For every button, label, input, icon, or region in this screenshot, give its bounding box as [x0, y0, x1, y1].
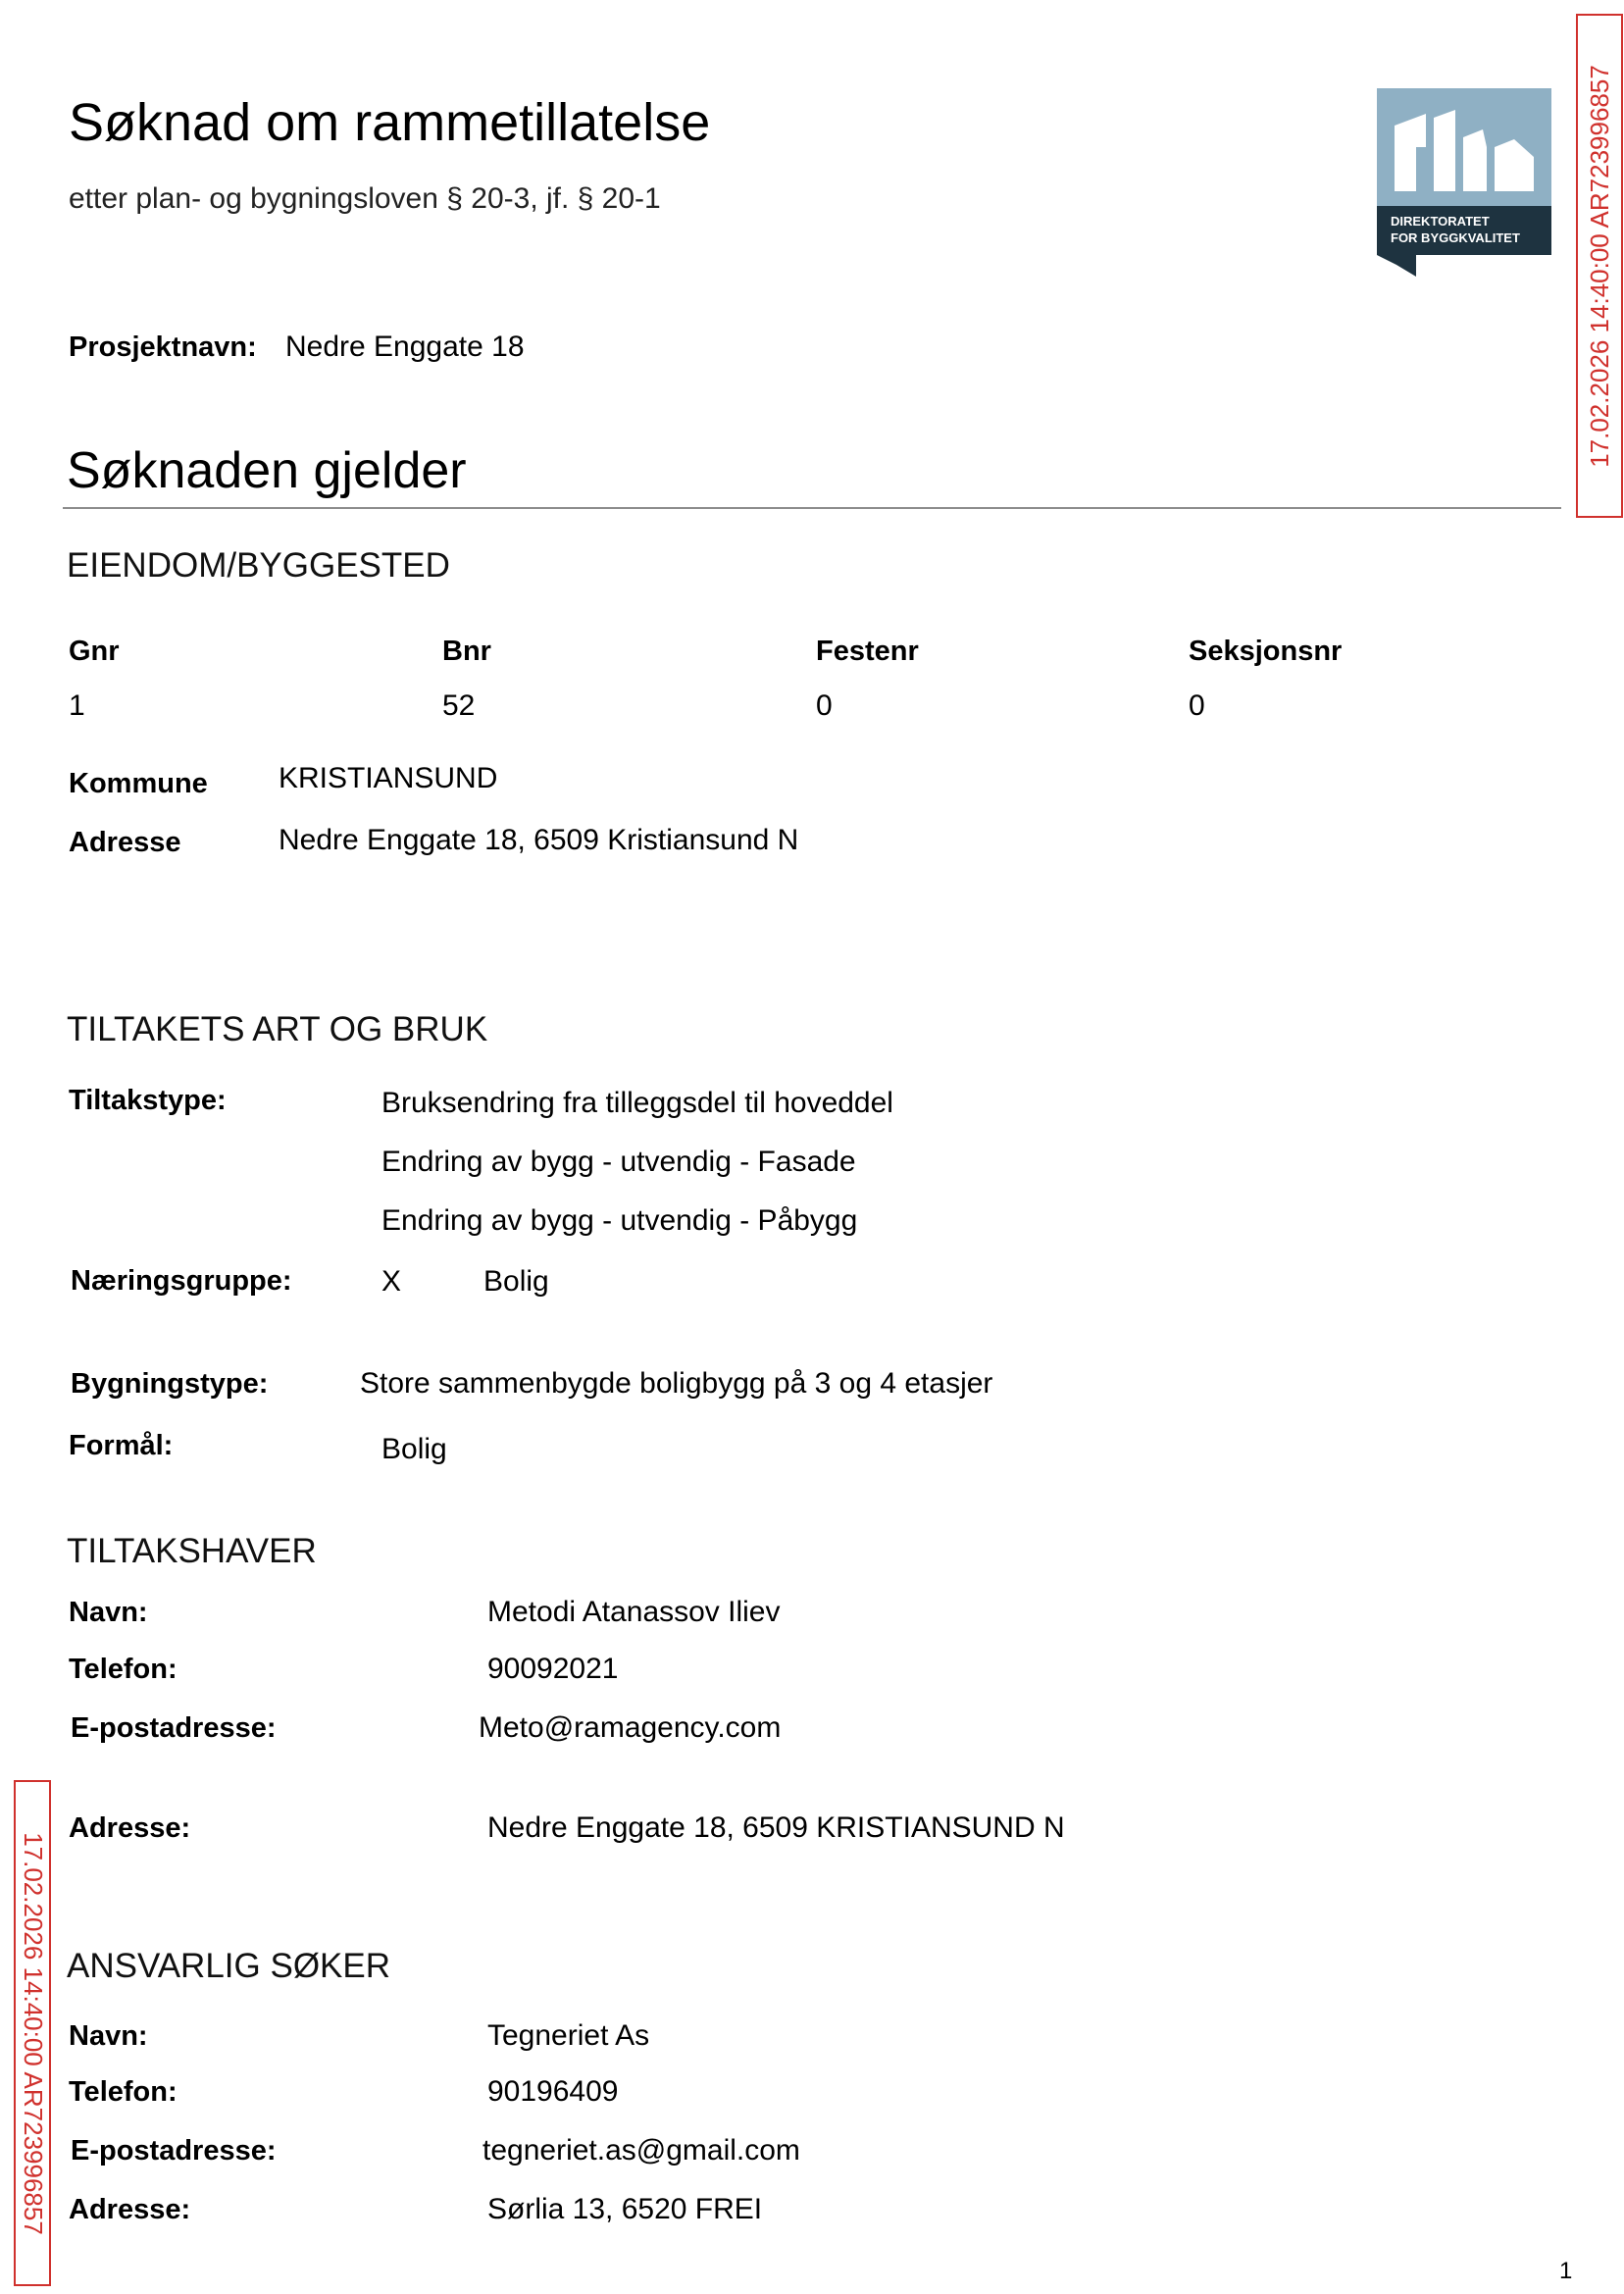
tiltakstype-label: Tiltakstype: [69, 1085, 227, 1116]
festenr-label: Festenr [816, 636, 919, 667]
naeringsgruppe-value: Bolig [483, 1265, 549, 1298]
tiltakstype-value: Endring av bygg - utvendig - Fasade [381, 1146, 856, 1178]
soker-adresse-label: Adresse: [69, 2194, 191, 2225]
bnr-label: Bnr [442, 636, 491, 667]
receipt-stamp-side [14, 1780, 51, 2286]
adresse-value: Nedre Enggate 18, 6509 Kristiansund N [279, 824, 799, 856]
kommune-value: KRISTIANSUND [279, 762, 498, 794]
tiltak-heading: TILTAKETS ART OG BRUK [67, 1010, 488, 1048]
formal-label: Formål: [69, 1430, 174, 1461]
tiltakshaver-epost: Meto@ramagency.com [479, 1711, 782, 1744]
tiltakshaver-adresse: Nedre Enggate 18, 6509 KRISTIANSUND N [487, 1811, 1065, 1844]
tiltakstype-value: Bruksendring fra tilleggsdel til hoveddel [381, 1087, 893, 1119]
tiltakshaver-telefon: 90092021 [487, 1653, 619, 1685]
stamp-text: 17.02.2026 14:40:00 AR723996857 [1584, 64, 1614, 468]
festenr-value: 0 [816, 689, 833, 722]
stamp-text: 17.02.2026 14:40:00 AR723996857 [18, 1831, 48, 2235]
ansvarlig-soker-heading: ANSVARLIG SØKER [67, 1947, 391, 1985]
tiltakshaver-adresse-label: Adresse: [69, 1812, 191, 1844]
tiltakshaver-navn: Metodi Atanassov Iliev [487, 1596, 781, 1628]
tiltakshaver-navn-label: Navn: [69, 1597, 148, 1628]
soker-telefon-label: Telefon: [69, 2076, 178, 2108]
adresse-label: Adresse [69, 827, 181, 858]
seksjonsnr-label: Seksjonsnr [1189, 636, 1343, 667]
dibk-logo [1377, 88, 1551, 277]
document-title: Søknad om rammetillatelse [69, 93, 711, 152]
soker-navn-label: Navn: [69, 2020, 148, 2052]
naeringsgruppe-code: X [381, 1265, 402, 1298]
seksjonsnr-value: 0 [1189, 689, 1205, 722]
kommune-label: Kommune [69, 768, 208, 799]
bygningstype-value: Store sammenbygde boligbygg på 3 og 4 etasjer [360, 1367, 993, 1400]
bnr-value: 52 [442, 689, 476, 722]
logo-line-1: DIREKTORATET [1391, 214, 1490, 229]
logo-line-2: FOR BYGGKVALITET [1391, 230, 1520, 245]
section-heading: Søknaden gjelder [67, 442, 467, 499]
soker-navn: Tegneriet As [487, 2019, 650, 2052]
project-name-value: Nedre Enggate 18 [285, 331, 525, 363]
tiltakshaver-epost-label: E-postadresse: [71, 1712, 277, 1744]
soker-epost: tegneriet.as@gmail.com [482, 2134, 800, 2167]
tiltakshaver-heading: TILTAKSHAVER [67, 1532, 317, 1570]
soker-telefon: 90196409 [487, 2075, 619, 2108]
tiltakstype-value: Endring av bygg - utvendig - Påbygg [381, 1204, 858, 1237]
receipt-stamp-top [1576, 14, 1623, 518]
formal-value: Bolig [381, 1433, 447, 1465]
eiendom-heading: EIENDOM/BYGGESTED [67, 546, 450, 585]
page-number: 1 [1559, 2258, 1573, 2284]
gnr-label: Gnr [69, 636, 120, 667]
document-subtitle: etter plan- og bygningsloven § 20-3, jf. § 20-1 [69, 182, 661, 215]
bygningstype-label: Bygningstype: [71, 1368, 269, 1400]
soker-epost-label: E-postadresse: [71, 2135, 277, 2167]
gnr-value: 1 [69, 689, 85, 722]
soker-adresse: Sørlia 13, 6520 FREI [487, 2193, 763, 2225]
naeringsgruppe-label: Næringsgruppe: [71, 1265, 292, 1297]
section-divider [63, 507, 1561, 509]
tiltakshaver-telefon-label: Telefon: [69, 1654, 178, 1685]
project-name-label: Prosjektnavn: [69, 331, 257, 363]
